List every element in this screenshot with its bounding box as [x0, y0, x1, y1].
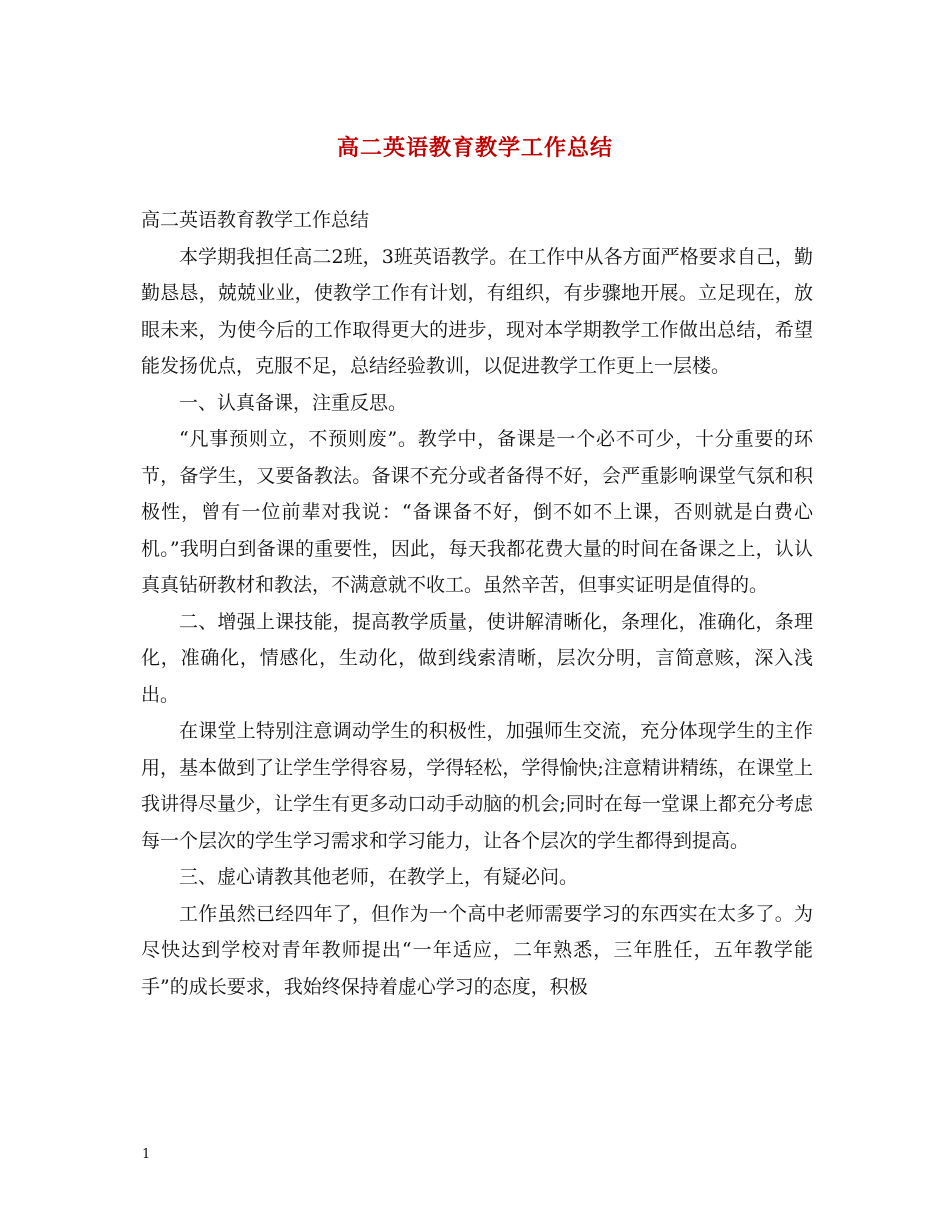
subtitle-line: 高二英语教育教学工作总结: [141, 209, 370, 231]
section-heading-1: 一、认真备课，注重反思。: [179, 391, 408, 414]
document-body: [141, 202, 813, 1005]
page-number: 1: [142, 1147, 151, 1162]
section-3-paragraph: 工作虽然已经四年了，但作为一个高中老师需要学习的东西实在太多了。为尽快达到学校对青年教师提出“一年适应，二年熟悉，三年胜任，五年教学能手”的成长要求，我始终保持着虚心学习的态度，积极: [141, 902, 813, 998]
section-1-paragraph: “凡事预则立，不预则废”。教学中，备课是一个必不可少，十分重要的环节，备学生，又要备教法。备课不充分或者备得不好，会严重影响课堂气氛和积极性，曾有一位前辈对我说：“备课备不好，倒不如不上课，否则就是白费心机。”我明白到备课的重要性，因此，每天我都花费大量的时间在备课之上，认认真真钻研教材和教法，不满意就不收工。虽然辛苦，但事实证明是值得的。: [141, 428, 813, 596]
section-heading-3: 三、虚心请教其他老师，在教学上，有疑必问。: [179, 866, 579, 888]
section-2-paragraph: 在课堂上特别注意调动学生的积极性，加强师生交流，充分体现学生的主作用，基本做到了让学生学得容易，学得轻松，学得愉快;注意精讲精练，在课堂上我讲得尽量少，让学生有更多动口动手动脑的机会;同时在每一堂课上都充分考虑每一个层次的学生学习需求和学习能力，让各个层次的学生都得到提高。: [141, 720, 813, 852]
document-title: 高二英语教育教学工作总结: [336, 135, 613, 161]
section-heading-2: 二、增强上课技能，提高教学质量，使讲解清晰化，条理化，准确化，条理化，准确化，情感化，生动化，做到线索清晰，层次分明，言简意赅，深入浅出。: [141, 610, 813, 706]
intro-paragraph: 本学期我担任高二2班，3班英语教学。在工作中从各方面严格要求自己，勤勤恳恳，兢兢业业，使教学工作有计划，有组织，有步骤地开展。立足现在，放眼未来，为使今后的工作取得更大的进步，现对本学期教学工作做出总结，希望能发扬优点，克服不足，总结经验教训，以促进教学工作更上一层楼。: [141, 245, 813, 377]
